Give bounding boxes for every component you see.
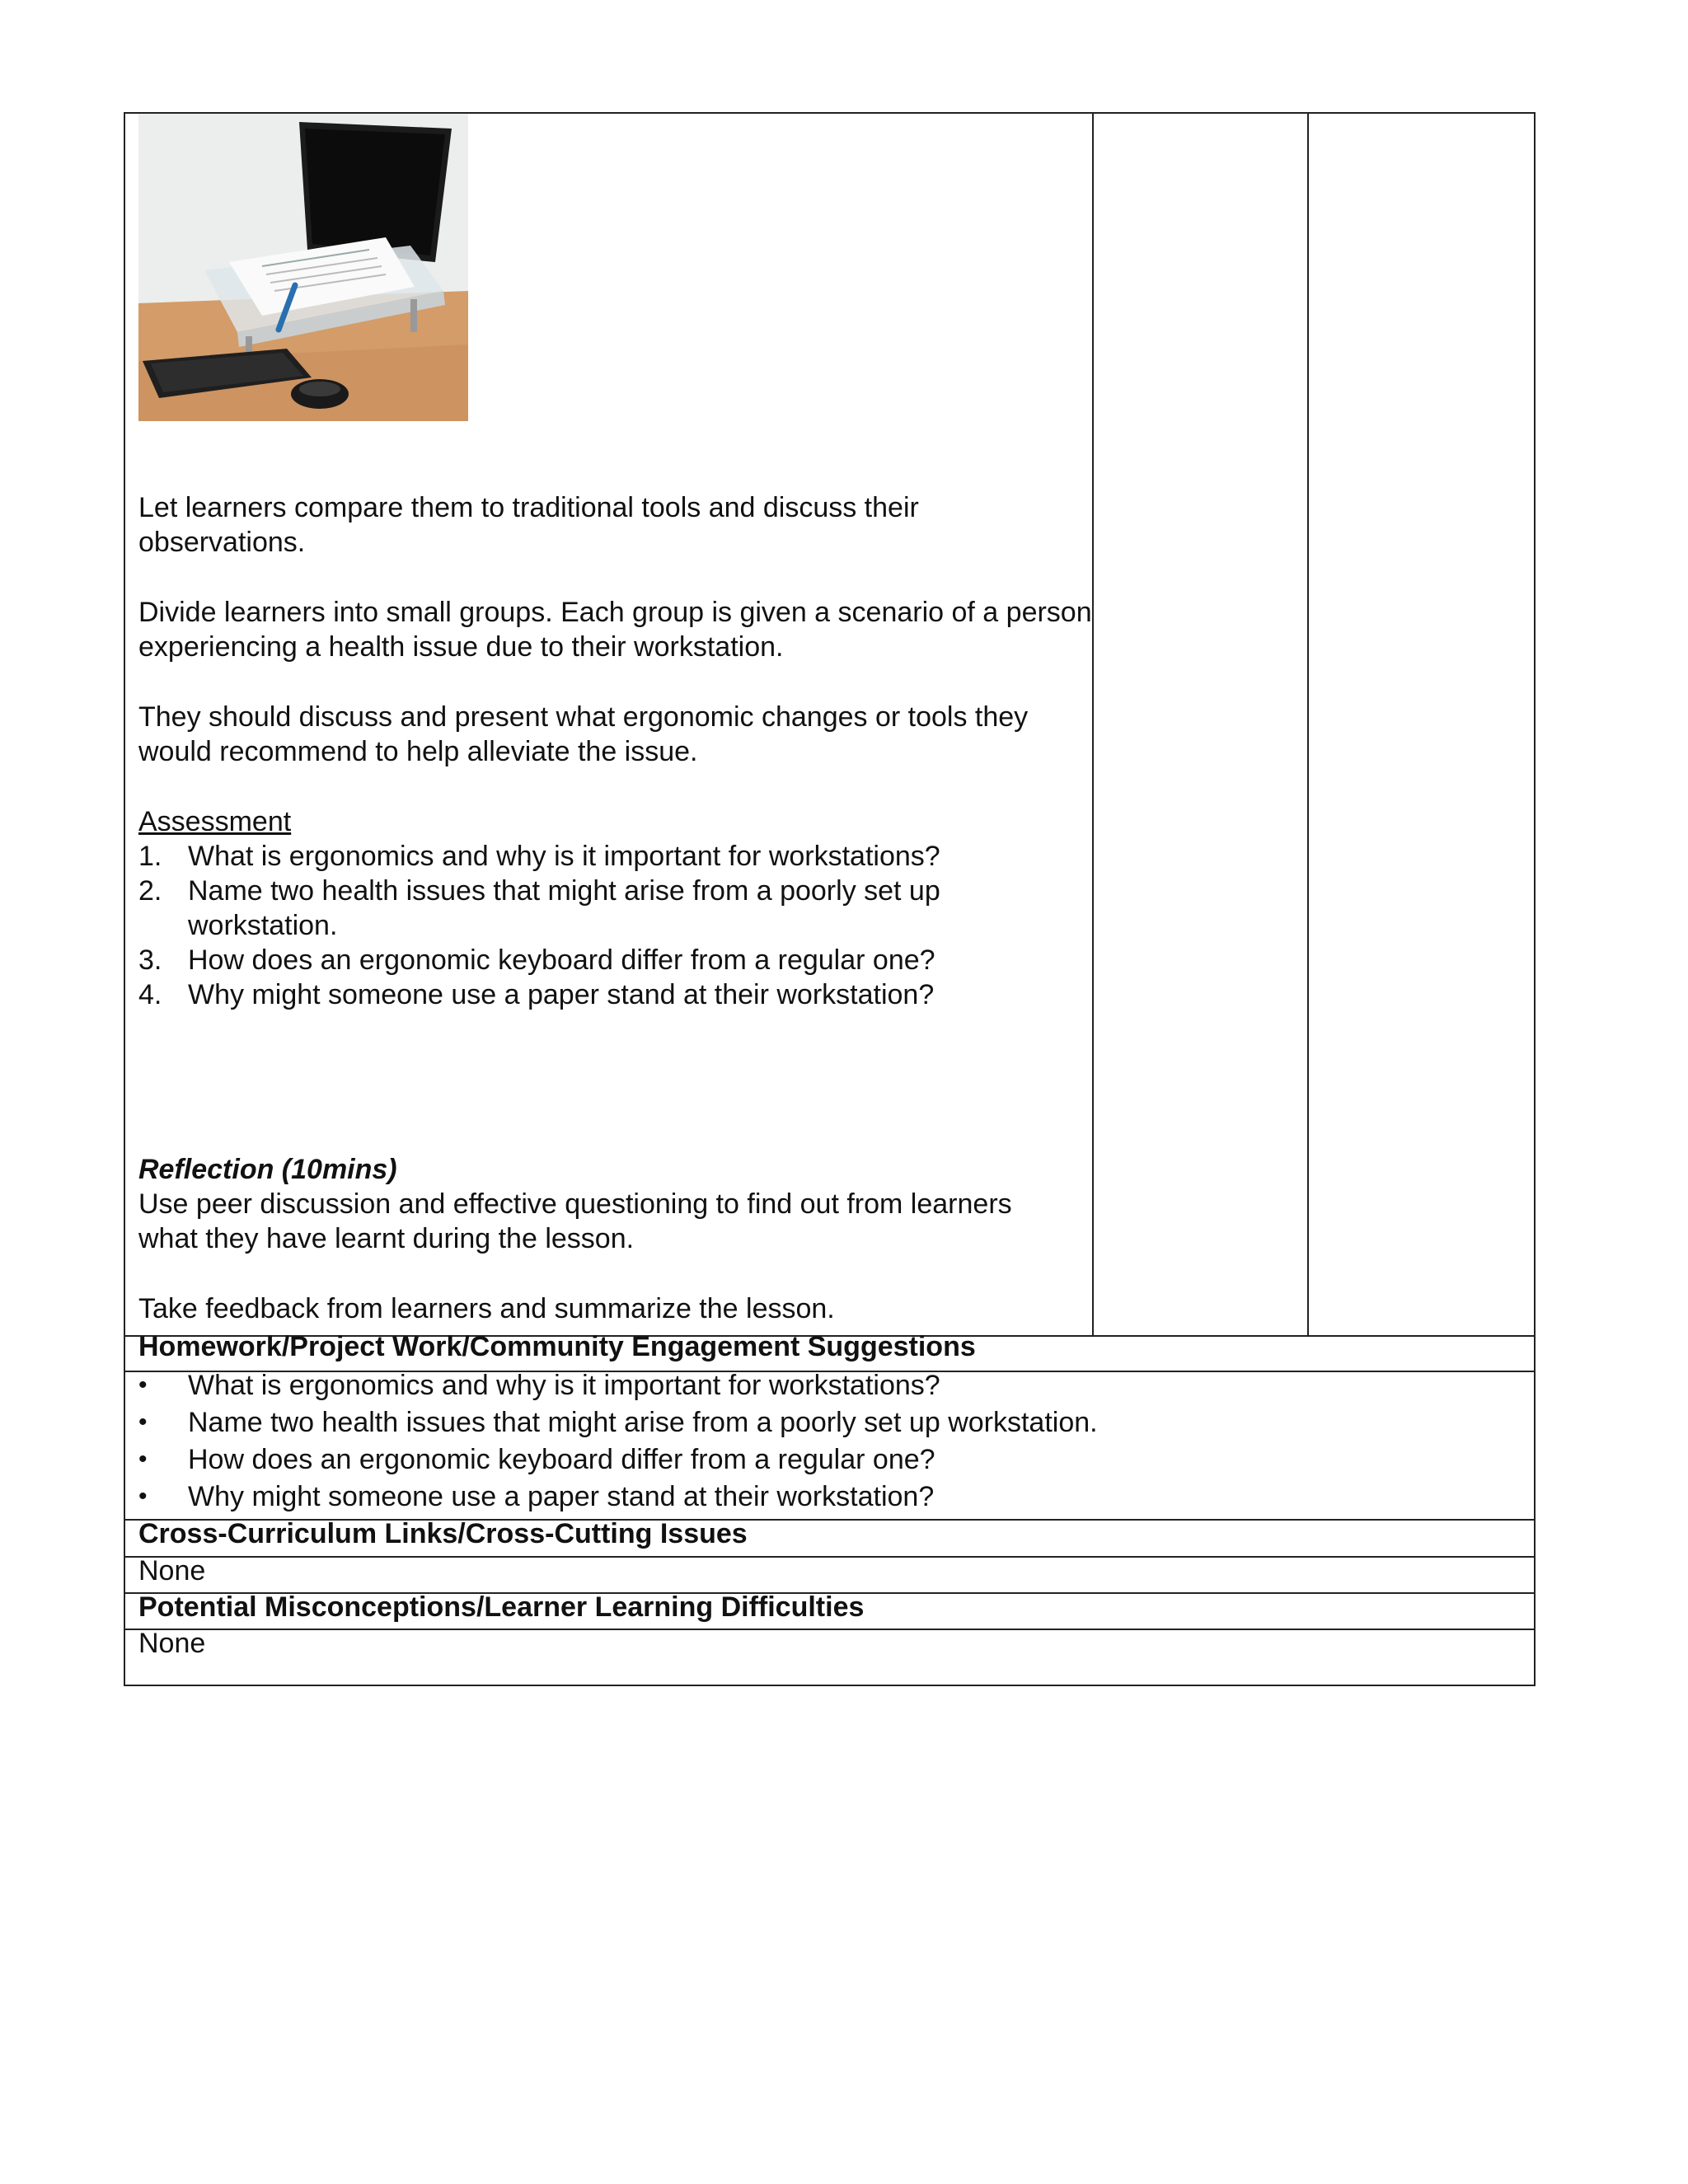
- column-divider-1: [1092, 114, 1094, 1336]
- row-divider-cross-body: [125, 1556, 1534, 1558]
- reflection-heading: Reflection (10mins): [138, 1154, 397, 1185]
- assessment-number: 2.: [138, 875, 162, 907]
- discuss-text-line-1: They should discuss and present what ergonomic changes or tools they: [138, 701, 1029, 733]
- homework-item: How does an ergonomic keyboard differ from a regular one?: [188, 1444, 935, 1475]
- feedback-text: Take feedback from learners and summarize the lesson.: [138, 1293, 835, 1324]
- homework-item: What is ergonomics and why is it important for workstations?: [188, 1370, 940, 1401]
- row-divider-misconceptions-body: [125, 1629, 1534, 1630]
- discuss-text-line-2: would recommend to help alleviate the issue.: [138, 736, 698, 767]
- bullet-icon: •: [138, 1446, 148, 1473]
- cross-curriculum-value: None: [138, 1555, 206, 1586]
- column-divider-2: [1307, 114, 1309, 1336]
- assessment-item: Why might someone use a paper stand at their workstation?: [188, 979, 935, 1010]
- assessment-number: 1.: [138, 841, 162, 872]
- assessment-number: 4.: [138, 979, 162, 1010]
- bullet-icon: •: [138, 1371, 148, 1399]
- reflection-text-line-1: Use peer discussion and effective questioning to find out from learners: [138, 1188, 1012, 1220]
- compare-text-line-1: Let learners compare them to traditional tools and discuss their: [138, 492, 919, 523]
- assessment-heading: Assessment: [138, 806, 292, 837]
- homework-item: Name two health issues that might arise from a poorly set up workstation.: [188, 1407, 1098, 1438]
- divide-text-line-2: experiencing a health issue due to their workstation.: [138, 631, 784, 663]
- assessment-item: What is ergonomics and why is it important for workstations?: [188, 841, 940, 872]
- divide-text-line-1: Divide learners into small groups. Each group is given a scenario of a person: [138, 597, 1092, 628]
- assessment-item: Name two health issues that might arise from a poorly set up: [188, 875, 940, 907]
- assessment-item-continued: workstation.: [188, 910, 338, 941]
- misconceptions-value: None: [138, 1628, 206, 1659]
- assessment-number: 3.: [138, 944, 162, 976]
- homework-heading: Homework/Project Work/Community Engagement Suggestions: [138, 1331, 976, 1362]
- reflection-text-line-2: what they have learnt during the lesson.: [138, 1223, 635, 1254]
- assessment-item: How does an ergonomic keyboard differ from a regular one?: [188, 944, 935, 976]
- compare-text-line-2: observations.: [138, 527, 306, 558]
- bullet-icon: •: [138, 1408, 148, 1436]
- homework-item: Why might someone use a paper stand at their workstation?: [188, 1481, 935, 1512]
- misconceptions-heading: Potential Misconceptions/Learner Learning Difficulties: [138, 1591, 865, 1623]
- cross-curriculum-heading: Cross-Curriculum Links/Cross-Cutting Issues: [138, 1518, 748, 1549]
- bullet-icon: •: [138, 1483, 148, 1510]
